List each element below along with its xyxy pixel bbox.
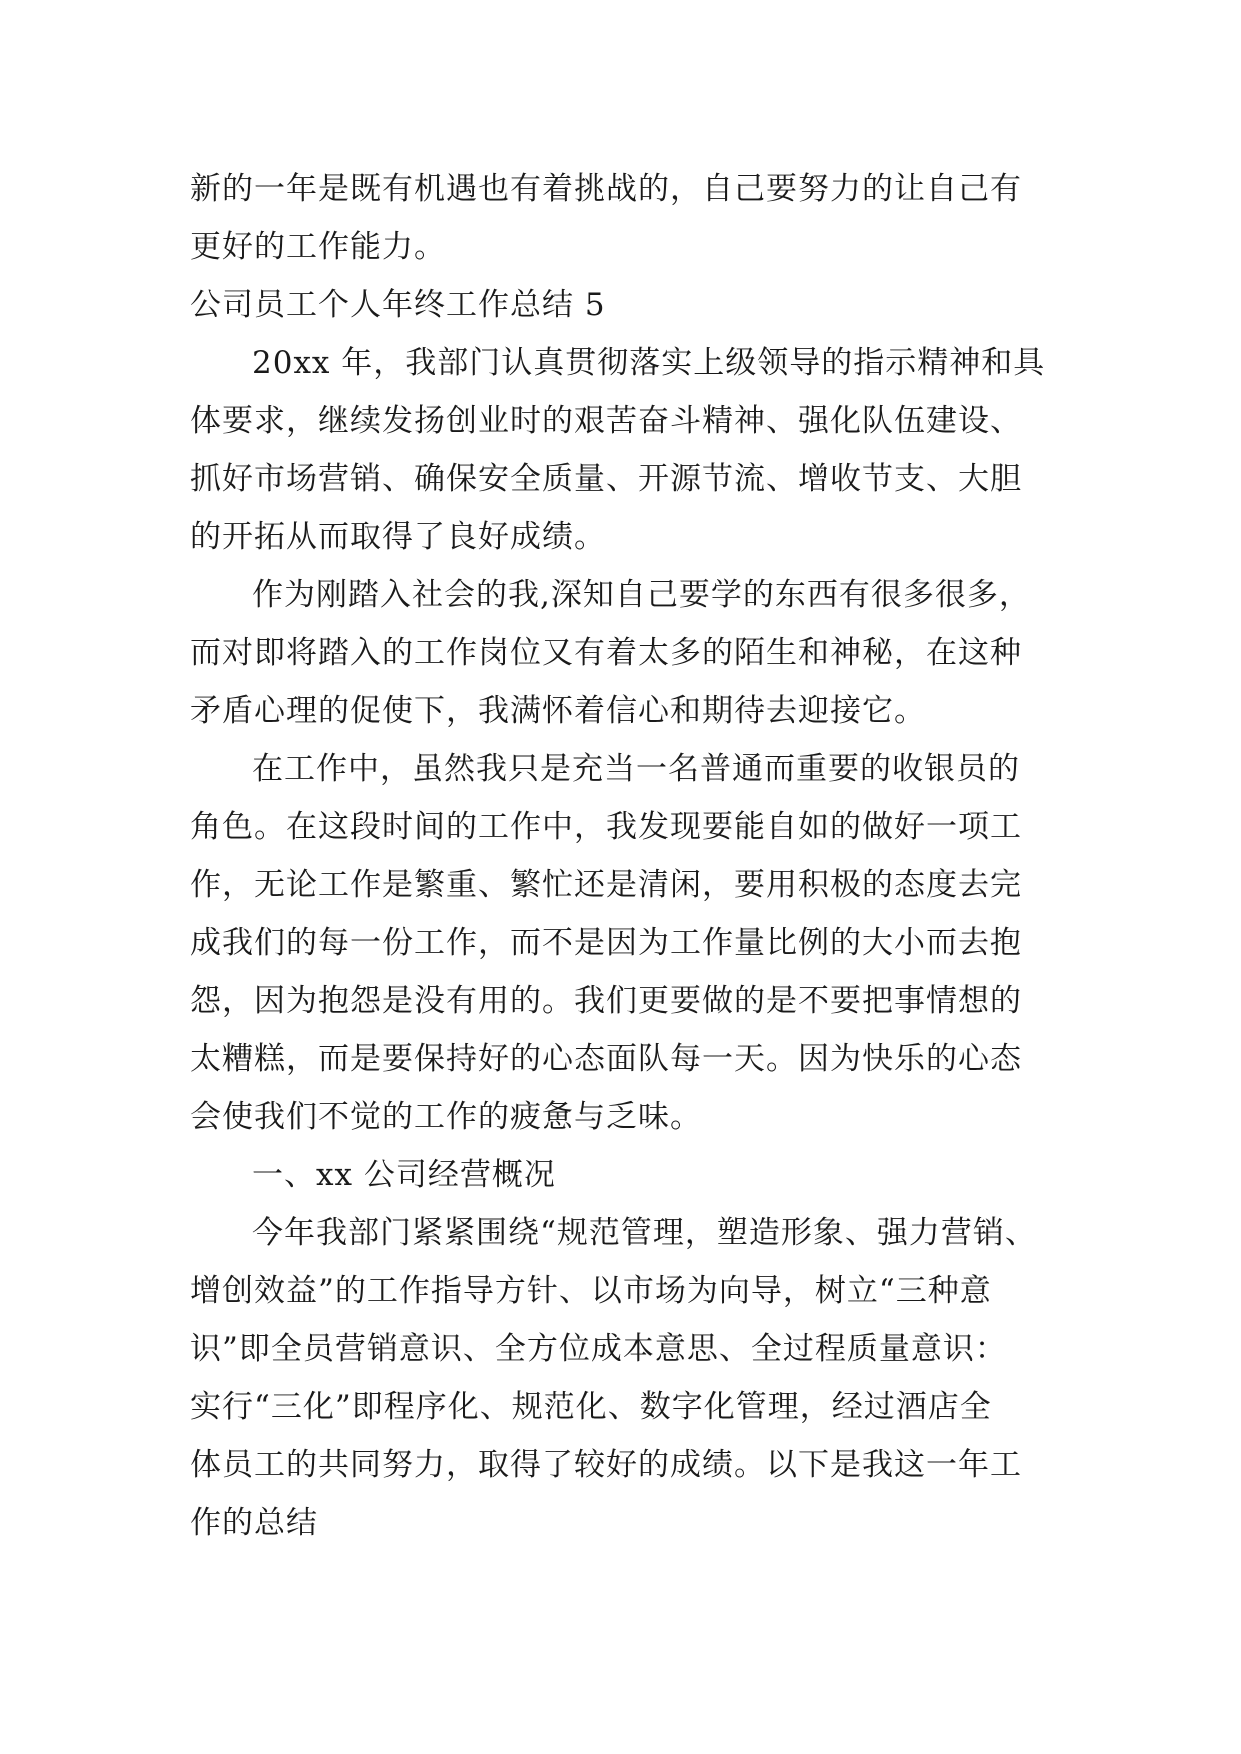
text-line: 公司员工个人年终工作总结 5 (190, 287, 606, 323)
text-line: 怨，因为抱怨是没有用的。我们更要做的是不要把事情想的 (190, 983, 1022, 1019)
text-line: 的开拓从而取得了良好成绩。 (190, 519, 606, 555)
text-line: 会使我们不觉的工作的疲惫与乏味。 (190, 1099, 702, 1135)
text-line: 实行“三化”即程序化、规范化、数字化管理，经过酒店全 (190, 1389, 992, 1425)
text-line: 在工作中，虽然我只是充当一名普通而重要的收银员的 (252, 751, 1020, 787)
text-line: 矛盾心理的促使下，我满怀着信心和期待去迎接它。 (190, 693, 926, 729)
text-line: 一、xx 公司经营概况 (252, 1157, 556, 1193)
text-line: 角色。在这段时间的工作中，我发现要能自如的做好一项工 (190, 809, 1022, 845)
document-body (190, 160, 1052, 1552)
text-line: 今年我部门紧紧围绕“规范管理，塑造形象、强力营销、 (252, 1215, 1037, 1251)
text-line: 太糟糕，而是要保持好的心态面队每一天。因为快乐的心态 (190, 1041, 1022, 1077)
text-line: 体员工的共同努力，取得了较好的成绩。以下是我这一年工 (190, 1447, 1022, 1483)
text-line: 新的一年是既有机遇也有着挑战的，自己要努力的让自己有 (190, 171, 1022, 207)
text-line: 而对即将踏入的工作岗位又有着太多的陌生和神秘，在这种 (190, 635, 1022, 671)
text-line: 成我们的每一份工作，而不是因为工作量比例的大小而去抱 (190, 925, 1022, 961)
text-line: 体要求，继续发扬创业时的艰苦奋斗精神、强化队伍建设、 (190, 403, 1022, 439)
text-line: 增创效益”的工作指导方针、以市场为向导，树立“三种意 (190, 1273, 992, 1309)
text-line: 作，无论工作是繁重、繁忙还是清闲，要用积极的态度去完 (190, 867, 1022, 903)
text-line: 作为刚踏入社会的我,深知自己要学的东西有很多很多， (252, 577, 1031, 613)
text-line: 更好的工作能力。 (190, 229, 446, 265)
text-line: 20xx 年，我部门认真贯彻落实上级领导的指示精神和具 (252, 345, 1046, 381)
text-line: 作的总结 (190, 1505, 318, 1541)
text-line: 抓好市场营销、确保安全质量、开源节流、增收节支、大胆 (190, 461, 1022, 497)
text-line: 识”即全员营销意识、全方位成本意思、全过程质量意识： (190, 1331, 1007, 1367)
